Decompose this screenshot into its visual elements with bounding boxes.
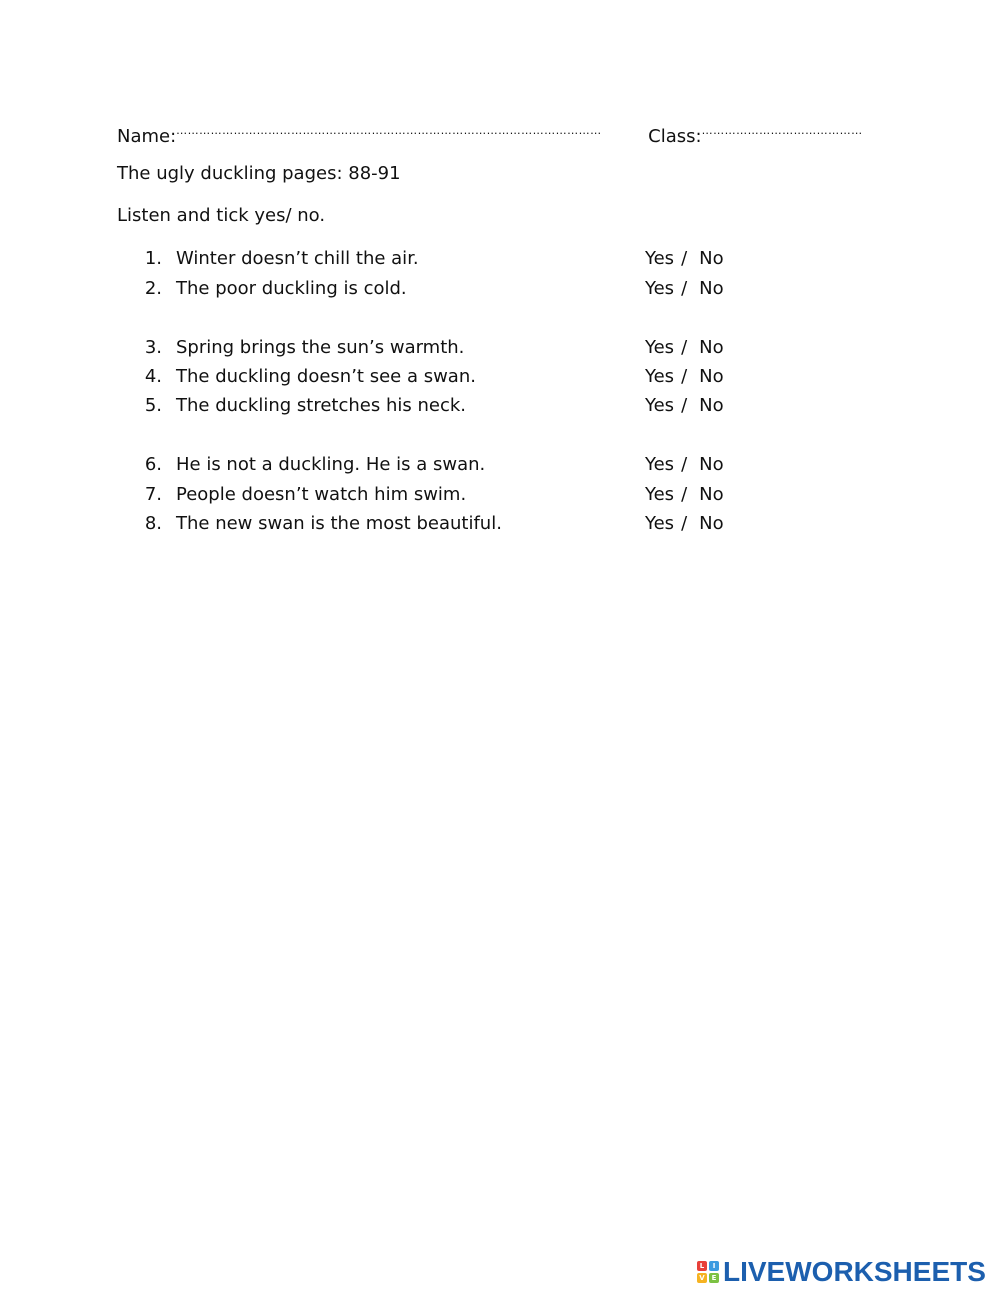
question-number: 4. bbox=[144, 366, 162, 387]
header-line bbox=[117, 120, 872, 148]
answer-choices bbox=[645, 248, 724, 270]
no-option[interactable]: No bbox=[699, 513, 724, 534]
yes-option[interactable]: Yes bbox=[645, 337, 675, 358]
yes-option[interactable]: Yes bbox=[645, 454, 675, 475]
question-number: 6. bbox=[144, 454, 162, 475]
answer-choices bbox=[645, 454, 724, 476]
option-separator: / bbox=[681, 454, 688, 475]
name-field[interactable]: ………………………………………………………………………………………………… bbox=[176, 124, 602, 137]
class-label: Class: bbox=[648, 126, 702, 147]
yes-option[interactable]: Yes bbox=[645, 278, 675, 299]
yes-option[interactable]: Yes bbox=[645, 484, 675, 505]
option-separator: / bbox=[681, 484, 688, 505]
liveworksheets-logo bbox=[697, 1257, 986, 1287]
yes-option[interactable]: Yes bbox=[645, 395, 675, 416]
no-option[interactable]: No bbox=[699, 484, 724, 505]
question-number: 7. bbox=[144, 484, 162, 505]
answer-choices bbox=[645, 395, 724, 417]
option-separator: / bbox=[681, 248, 688, 269]
question-text: People doesn’t watch him swim. bbox=[176, 484, 467, 505]
no-option[interactable]: No bbox=[699, 278, 724, 299]
option-separator: / bbox=[681, 513, 688, 534]
no-option[interactable]: No bbox=[699, 395, 724, 416]
question-text: The poor duckling is cold. bbox=[176, 278, 407, 299]
question-text: He is not a duckling. He is a swan. bbox=[176, 454, 486, 475]
no-option[interactable]: No bbox=[699, 454, 724, 475]
answer-choices bbox=[645, 278, 724, 300]
question-text: Winter doesn’t chill the air. bbox=[176, 248, 419, 269]
question-text: The duckling stretches his neck. bbox=[176, 395, 466, 416]
logo-block: I bbox=[709, 1261, 719, 1271]
answer-choices bbox=[645, 513, 724, 535]
logo-blocks-icon bbox=[697, 1261, 719, 1283]
name-label: Name: bbox=[117, 126, 177, 147]
question-text: The duckling doesn’t see a swan. bbox=[176, 366, 476, 387]
logo-block: V bbox=[697, 1273, 707, 1283]
class-field[interactable]: …………………………………… bbox=[701, 124, 863, 137]
no-option[interactable]: No bbox=[699, 337, 724, 358]
yes-option[interactable]: Yes bbox=[645, 513, 675, 534]
logo-block: L bbox=[697, 1261, 707, 1271]
answer-choices bbox=[645, 484, 724, 506]
option-separator: / bbox=[681, 278, 688, 299]
option-separator: / bbox=[681, 395, 688, 416]
yes-option[interactable]: Yes bbox=[645, 248, 675, 269]
option-separator: / bbox=[681, 337, 688, 358]
question-number: 8. bbox=[144, 513, 162, 534]
answer-choices bbox=[645, 337, 724, 359]
yes-option[interactable]: Yes bbox=[645, 366, 675, 387]
no-option[interactable]: No bbox=[699, 248, 724, 269]
question-text: Spring brings the sun’s warmth. bbox=[176, 337, 465, 358]
question-text: The new swan is the most beautiful. bbox=[176, 513, 502, 534]
question-number: 3. bbox=[144, 337, 162, 358]
answer-choices bbox=[645, 366, 724, 388]
instruction-text: Listen and tick yes/ no. bbox=[117, 205, 326, 226]
logo-wordmark: LIVEWORKSHEETS bbox=[723, 1256, 986, 1287]
question-number: 5. bbox=[144, 395, 162, 416]
question-number: 2. bbox=[144, 278, 162, 299]
no-option[interactable]: No bbox=[699, 366, 724, 387]
logo-block: E bbox=[709, 1273, 719, 1283]
option-separator: / bbox=[681, 366, 688, 387]
question-number: 1. bbox=[144, 248, 162, 269]
worksheet-title: The ugly duckling pages: 88-91 bbox=[117, 163, 401, 184]
